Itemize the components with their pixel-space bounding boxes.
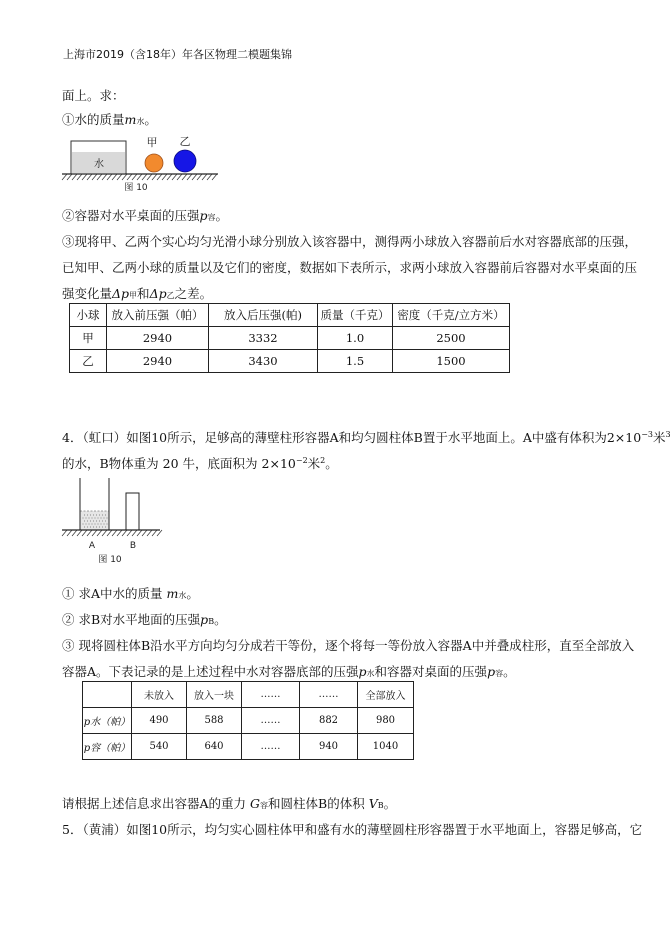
header-cell: 放入一块 <box>187 682 242 708</box>
water-dot <box>93 521 94 522</box>
water-dot <box>86 518 87 519</box>
p4-question-2: ② 求B对水平地面的压强pB。 <box>62 612 227 627</box>
water-dot <box>84 527 85 528</box>
p3-question-3-line-3: 强变化量Δp甲和Δp乙之差。 <box>62 286 213 301</box>
water-dot <box>105 527 106 528</box>
hatch-mark <box>127 530 132 536</box>
row-label: p容（帕） <box>83 734 132 760</box>
water-dot <box>87 527 88 528</box>
ground-hatching <box>62 530 162 536</box>
p3-question-2: ②容器对水平桌面的压强p容。 <box>62 208 229 223</box>
hatch-mark <box>152 530 157 536</box>
header-cell: 小球 <box>70 304 107 327</box>
hatch-mark <box>87 174 92 180</box>
water-dot <box>96 521 97 522</box>
water-dot <box>87 515 88 516</box>
label-ball-yi: 乙 <box>179 135 191 148</box>
hatch-mark <box>142 530 147 536</box>
hatch-mark <box>102 530 107 536</box>
hatch-mark <box>172 174 177 180</box>
label-water: 水 <box>94 159 104 170</box>
p4-question-1: ① 求A中水的质量 m水。 <box>62 586 199 601</box>
header-cell <box>83 682 132 708</box>
water-dot <box>98 524 99 525</box>
p3-question-3-line-2: 已知甲、乙两小球的质量以及它们的密度，数据如下表所示，求两小球放入容器前后容器对水平桌面的压 <box>62 260 638 275</box>
p4-answer-request: 请根据上述信息求出容器A的重力 G容和圆柱体B的体积 VB。 <box>62 796 397 811</box>
table-cell: 940 <box>300 734 358 760</box>
hatch-mark <box>132 174 137 180</box>
table-cell: 1.0 <box>318 327 393 350</box>
p4-line-1: 4．（虹口）如图10所示，足够高的薄壁柱形容器A和均匀圆柱体B置于水平地面上。A中盛有体积为$2\times 10^{-3}$米$^3$ <box>62 429 671 445</box>
hatch-mark <box>112 174 117 180</box>
hatch-mark <box>157 174 162 180</box>
figure-caption: 图 10 <box>124 183 148 193</box>
water-dot <box>105 521 106 522</box>
page-header: 上海市2019（含18年）年各区物理二模题集锦 <box>63 48 292 61</box>
hatch-mark <box>92 530 97 536</box>
hatch-mark <box>97 530 102 536</box>
table-cell: 2500 <box>393 327 510 350</box>
water-dot <box>89 524 90 525</box>
hatch-mark <box>107 530 112 536</box>
water-dot <box>83 518 84 519</box>
figure-caption: 图 10 <box>98 555 122 565</box>
hatch-mark <box>82 530 87 536</box>
table-row <box>70 327 510 350</box>
water-dot <box>87 521 88 522</box>
water-dot <box>99 527 100 528</box>
table-cell: 490 <box>132 708 187 734</box>
water-dot <box>86 524 87 525</box>
hatch-mark <box>122 174 127 180</box>
figure-10-p3 <box>60 132 220 198</box>
table-row <box>70 350 510 373</box>
water-dot <box>84 521 85 522</box>
table-cell: …… <box>242 708 300 734</box>
hatch-mark <box>67 530 72 536</box>
hatch-mark <box>117 174 122 180</box>
water-dot <box>90 527 91 528</box>
table-cell: 588 <box>187 708 242 734</box>
table-cell: 3332 <box>209 327 318 350</box>
water-dot <box>107 518 108 519</box>
table-cell: 540 <box>132 734 187 760</box>
table-cell: 980 <box>358 708 414 734</box>
water-dot <box>107 524 108 525</box>
p3-question-1: ①水的质量m水。 <box>62 112 157 127</box>
hatch-mark <box>202 174 207 180</box>
water-dot <box>105 515 106 516</box>
header-cell: 放入前压强（帕） <box>107 304 209 327</box>
water-dot <box>96 515 97 516</box>
hatch-mark <box>82 174 87 180</box>
label-ball-jia: 甲 <box>146 136 158 149</box>
table-cell: 2940 <box>107 350 209 373</box>
water-dot <box>93 515 94 516</box>
hatch-mark <box>122 530 127 536</box>
hatch-mark <box>207 174 212 180</box>
water-dot <box>83 524 84 525</box>
hatch-mark <box>87 530 92 536</box>
water-dot <box>102 515 103 516</box>
header-cell: 质量（千克） <box>318 304 393 327</box>
hatch-mark <box>167 174 172 180</box>
water-dot <box>104 524 105 525</box>
hatch-mark <box>197 174 202 180</box>
hatch-mark <box>212 174 217 180</box>
hatch-mark <box>127 174 132 180</box>
water-dot <box>95 524 96 525</box>
table-cell: 乙 <box>70 350 107 373</box>
water-dot <box>90 521 91 522</box>
hatch-mark <box>77 530 82 536</box>
table-header-row <box>83 682 414 708</box>
p4-data-table <box>82 681 414 760</box>
hatch-mark <box>77 174 82 180</box>
hatch-mark <box>97 174 102 180</box>
p4-line-2: 的水，B物体重为 20 牛，底面积为 $2\times 10^{-2}$米$^2$。 <box>62 455 338 471</box>
hatch-mark <box>107 174 112 180</box>
surface-hatching <box>62 174 217 180</box>
table-header-row <box>70 304 510 327</box>
table-cell: 2940 <box>107 327 209 350</box>
table-cell: 882 <box>300 708 358 734</box>
hatch-mark <box>182 174 187 180</box>
ball-yi <box>174 150 196 172</box>
water-dot <box>99 515 100 516</box>
hatch-mark <box>72 174 77 180</box>
hatch-mark <box>67 174 72 180</box>
header-cell: …… <box>242 682 300 708</box>
water-dot <box>102 527 103 528</box>
hatch-mark <box>147 174 152 180</box>
hatch-mark <box>117 530 122 536</box>
table-cell: 1.5 <box>318 350 393 373</box>
header-cell: 密度（千克/立方米） <box>393 304 510 327</box>
hatch-mark <box>192 174 197 180</box>
hatch-mark <box>132 530 137 536</box>
table-cell: 甲 <box>70 327 107 350</box>
water-dot <box>102 521 103 522</box>
hatch-mark <box>147 530 152 536</box>
figure-10-p4 <box>62 474 162 566</box>
p3-line-1: 面上。求： <box>62 88 125 103</box>
water-dot <box>101 524 102 525</box>
header-cell: 未放入 <box>132 682 187 708</box>
water-dot <box>96 527 97 528</box>
hatch-mark <box>137 530 142 536</box>
p4-question-3-line-1: ③ 现将圆柱体B沿水平方向均匀分成若干等份，逐个将每一等份放入容器A中并叠成柱形，直至全部放入 <box>62 638 635 653</box>
water-dot <box>90 515 91 516</box>
table-cell: …… <box>242 734 300 760</box>
water-dot <box>99 521 100 522</box>
header-cell: 放入后压强(帕) <box>209 304 318 327</box>
water-dot <box>92 524 93 525</box>
hatch-mark <box>157 530 162 536</box>
water-dot <box>95 518 96 519</box>
row-label: p水（帕） <box>83 708 132 734</box>
water-dot <box>98 518 99 519</box>
hatch-mark <box>72 530 77 536</box>
hatch-mark <box>187 174 192 180</box>
water-dot <box>84 515 85 516</box>
hatch-mark <box>92 174 97 180</box>
p5-line-1: 5．（黄浦）如图10所示，均匀实心圆柱体甲和盛有水的薄壁圆柱形容器置于水平地面上，容器足够高，它 <box>62 822 643 837</box>
label-b: B <box>129 541 137 551</box>
table-cell: 1040 <box>358 734 414 760</box>
header-cell: 全部放入 <box>358 682 414 708</box>
label-a: A <box>88 541 96 551</box>
water-dot <box>93 527 94 528</box>
hatch-mark <box>62 174 67 180</box>
water-dot <box>101 518 102 519</box>
hatch-mark <box>112 530 117 536</box>
hatch-mark <box>142 174 147 180</box>
hatch-mark <box>152 174 157 180</box>
water-dot <box>92 518 93 519</box>
hatch-mark <box>137 174 142 180</box>
table-row <box>83 708 414 734</box>
hatch-mark <box>162 174 167 180</box>
hatch-mark <box>177 174 182 180</box>
table-cell: 3430 <box>209 350 318 373</box>
table-row <box>83 734 414 760</box>
hatch-mark <box>62 530 67 536</box>
water-dot <box>89 518 90 519</box>
ball-jia <box>145 154 163 172</box>
water-dot <box>104 518 105 519</box>
hatch-mark <box>102 174 107 180</box>
table-cell: 1500 <box>393 350 510 373</box>
table-cell: 640 <box>187 734 242 760</box>
p4-question-3-line-2: 容器A。下表记录的是上述过程中水对容器底部的压强p水和容器对桌面的压强p容。 <box>62 664 516 679</box>
p3-data-table <box>69 303 510 373</box>
p3-question-3-line-1: ③现将甲、乙两个实心均匀光滑小球分别放入该容器中，测得两小球放入容器前后水对容器底部的压强， <box>62 234 638 249</box>
header-cell: …… <box>300 682 358 708</box>
cylinder-b <box>126 493 139 530</box>
